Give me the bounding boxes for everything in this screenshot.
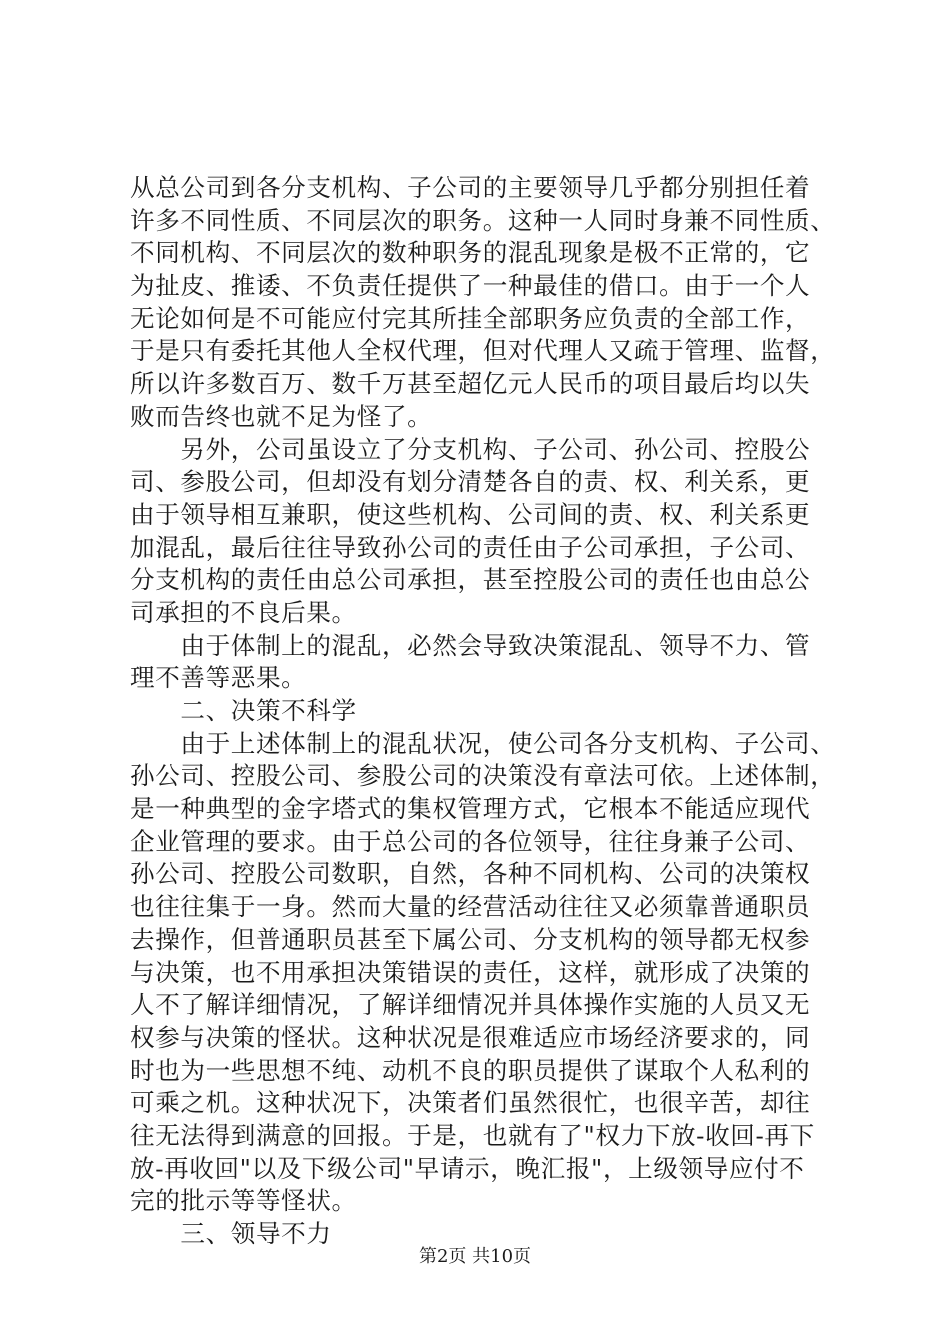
body-text bbox=[130, 172, 836, 1251]
text-line: 完的批示等等怪状。 bbox=[130, 1186, 357, 1216]
text-line: 人不了解详细情况，了解详细情况并具体操作实施的人员又无 bbox=[130, 990, 811, 1020]
text-line: 孙公司、控股公司数职，自然，各种不同机构、公司的决策权 bbox=[130, 859, 811, 889]
text-line: 企业管理的要求。由于总公司的各位领导，往往身兼子公司、 bbox=[130, 826, 811, 856]
text-line: 由于上述体制上的混乱状况，使公司各分支机构、子公司、 bbox=[130, 728, 836, 758]
text-line: 三、领导不力 bbox=[130, 1219, 332, 1248]
text-line: 许多不同性质、不同层次的职务。这种一人同时身兼不同性质、 bbox=[130, 205, 836, 235]
text-line: 二、决策不科学 bbox=[130, 696, 357, 725]
text-line: 孙公司、控股公司、参股公司的决策没有章法可依。上述体制， bbox=[130, 761, 836, 791]
text-line: 无论如何是不可能应付完其所挂全部职务应负责的全部工作， bbox=[130, 303, 811, 333]
text-line: 司、参股公司，但却没有划分清楚各自的责、权、利关系，更 bbox=[130, 467, 811, 497]
text-line: 从总公司到各分支机构、子公司的主要领导几乎都分别担任着 bbox=[130, 173, 811, 202]
text-line: 司承担的不良后果。 bbox=[130, 597, 357, 627]
text-line: 是一种典型的金字塔式的集权管理方式，它根本不能适应现代 bbox=[130, 794, 811, 824]
text-line: 也往往集于一身。然而大量的经营活动往往又必须靠普通职员 bbox=[130, 892, 811, 922]
text-line: 于是只有委托其他人全权代理，但对代理人又疏于管理、监督， bbox=[130, 336, 836, 366]
text-line: 权参与决策的怪状。这种状况是很难适应市场经济要求的，同 bbox=[130, 1022, 811, 1052]
text-line: 另外，公司虽设立了分支机构、子公司、孙公司、控股公 bbox=[130, 434, 811, 464]
text-line: 加混乱，最后往往导致孙公司的责任由子公司承担，子公司、 bbox=[130, 532, 811, 562]
text-line: 不同机构、不同层次的数种职务的混乱现象是极不正常的，它 bbox=[130, 238, 811, 268]
text-line: 由于领导相互兼职，使这些机构、公司间的责、权、利关系更 bbox=[130, 499, 811, 529]
text-line: 放-再收回"以及下级公司"早请示，晚汇报"，上级领导应付不 bbox=[130, 1153, 805, 1183]
text-line: 所以许多数百万、数千万甚至超亿元人民币的项目最后均以失 bbox=[130, 369, 811, 399]
text-line: 为扯皮、推诿、不负责任提供了一种最佳的借口。由于一个人 bbox=[130, 271, 811, 301]
text-line: 败而告终也就不足为怪了。 bbox=[130, 401, 433, 431]
text-line: 往无法得到满意的回报。于是，也就有了"权力下放-收回-再下 bbox=[130, 1120, 815, 1150]
text-line: 理不善等恶果。 bbox=[130, 663, 307, 693]
text-line: 由于体制上的混乱，必然会导致决策混乱、领导不力、管 bbox=[130, 630, 811, 660]
text-line: 可乘之机。这种状况下，决策者们虽然很忙，也很辛苦，却往 bbox=[130, 1088, 811, 1118]
text-line: 去操作，但普通职员甚至下属公司、分支机构的领导都无权参 bbox=[130, 924, 811, 954]
page-footer: 第2页 共10页 bbox=[418, 1246, 532, 1267]
text-line: 与决策，也不用承担决策错误的责任，这样，就形成了决策的 bbox=[130, 957, 811, 987]
text-line: 时也为一些思想不纯、动机不良的职员提供了谋取个人私利的 bbox=[130, 1055, 811, 1085]
text-line: 分支机构的责任由总公司承担，甚至控股公司的责任也由总公 bbox=[130, 565, 811, 595]
